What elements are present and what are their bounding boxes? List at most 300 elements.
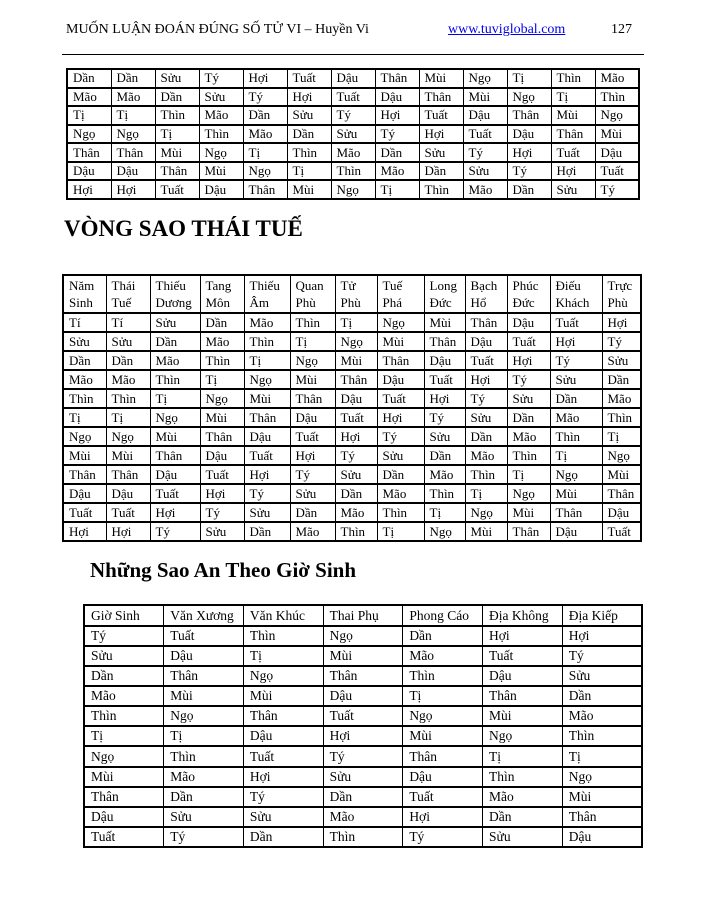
vong-sao-thai-tue-body xyxy=(63,313,641,541)
table-cell: Tuất xyxy=(150,484,200,503)
table-cell: Tý xyxy=(150,522,200,541)
table-cell: Dần xyxy=(111,69,155,88)
table-cell: Dần xyxy=(562,686,642,706)
table-cell: Sửu xyxy=(243,807,323,827)
table-cell: Ngọ xyxy=(243,162,287,181)
table-cell: Tị xyxy=(377,522,424,541)
table-cell: Mùi xyxy=(155,143,199,162)
table-cell: Tuất xyxy=(290,427,335,446)
table-cell: Tuất xyxy=(323,706,403,726)
table-cell: Tuất xyxy=(377,389,424,408)
table-cell: Mão xyxy=(562,706,642,726)
table-cell: Dậu xyxy=(331,69,375,88)
table-cell: Mão xyxy=(323,807,403,827)
table-cell: Dần xyxy=(244,522,290,541)
table-cell: Sửu xyxy=(323,767,403,787)
table-row xyxy=(63,351,641,370)
table-cell: Ngọ xyxy=(290,351,335,370)
table-cell: Dần xyxy=(377,465,424,484)
table-cell: Thìn xyxy=(244,332,290,351)
table-cell: Thìn xyxy=(287,143,331,162)
table-cell: Thìn xyxy=(150,370,200,389)
table-cell: Thìn xyxy=(323,827,403,847)
table-cell: Dậu xyxy=(323,686,403,706)
table-cell: Ngọ xyxy=(550,465,602,484)
table-cell: Tuất xyxy=(463,125,507,144)
table-cell: Sửu xyxy=(164,807,244,827)
table-cell: Ngọ xyxy=(164,706,244,726)
column-header: Long Đức xyxy=(424,275,465,313)
table-cell: Thân xyxy=(84,787,164,807)
table-cell: Thìn xyxy=(243,626,323,646)
table-cell: Ngọ xyxy=(424,522,465,541)
table-cell: Thân xyxy=(106,465,150,484)
table-cell: Tị xyxy=(164,726,244,746)
table-cell: Thân xyxy=(562,807,642,827)
table-cell: Sửu xyxy=(155,69,199,88)
table-row xyxy=(67,180,639,199)
table-cell: Thìn xyxy=(199,125,243,144)
table-row xyxy=(84,767,642,787)
table-cell: Sửu xyxy=(200,522,244,541)
table-cell: Thìn xyxy=(403,666,483,686)
table-cell: Sửu xyxy=(465,408,507,427)
table-cell: Mão xyxy=(335,503,377,522)
table-cell: Sửu xyxy=(483,827,563,847)
header-row xyxy=(84,605,642,626)
table-cell: Ngọ xyxy=(562,767,642,787)
table-cell: Hợi xyxy=(377,408,424,427)
table-cell: Hợi xyxy=(244,465,290,484)
table-cell: Dậu xyxy=(200,446,244,465)
table-cell: Tị xyxy=(507,465,550,484)
table-cell: Sửu xyxy=(199,88,243,107)
table-cell: Ngọ xyxy=(483,726,563,746)
table-cell: Thìn xyxy=(106,389,150,408)
table-cell: Tý xyxy=(403,827,483,847)
table-cell: Sửu xyxy=(602,351,641,370)
table-cell: Ngọ xyxy=(150,408,200,427)
column-header: Thai Phụ xyxy=(323,605,403,626)
table-cell: Thìn xyxy=(465,465,507,484)
table-cell: Sửu xyxy=(244,503,290,522)
table-cell: Thân xyxy=(550,503,602,522)
table-cell: Hợi xyxy=(551,162,595,181)
table-cell: Hợi xyxy=(424,389,465,408)
table-row xyxy=(67,162,639,181)
table-cell: Tuất xyxy=(507,332,550,351)
table-cell: Thân xyxy=(551,125,595,144)
table-cell: Tý xyxy=(375,125,419,144)
table-cell: Tị xyxy=(375,180,419,199)
table-cell: Thân xyxy=(243,706,323,726)
table-cell: Mùi xyxy=(483,706,563,726)
table-cell: Thân xyxy=(465,313,507,332)
table-cell: Mùi xyxy=(550,484,602,503)
table-cell: Thìn xyxy=(331,162,375,181)
gio-sinh-header xyxy=(84,605,642,626)
table-cell: Tị xyxy=(483,746,563,766)
table-cell: Mão xyxy=(243,125,287,144)
table-row xyxy=(63,465,641,484)
table-cell: Tuất xyxy=(84,827,164,847)
table-cell: Ngọ xyxy=(465,503,507,522)
table-cell: Ngọ xyxy=(84,746,164,766)
table-cell: Mùi xyxy=(164,686,244,706)
table-cell: Mão xyxy=(331,143,375,162)
table-row xyxy=(84,746,642,766)
table-cell: Mùi xyxy=(335,351,377,370)
column-header: Năm Sinh xyxy=(63,275,106,313)
table-cell: Hợi xyxy=(602,313,641,332)
column-header: Địa Không xyxy=(483,605,563,626)
table-cell: Hợi xyxy=(562,626,642,646)
table-cell: Tị xyxy=(551,88,595,107)
table-cell: Dần xyxy=(84,666,164,686)
table-cell: Tý xyxy=(424,408,465,427)
table-cell: Hợi xyxy=(483,626,563,646)
table-cell: Sửu xyxy=(287,106,331,125)
table-cell: Tý xyxy=(562,646,642,666)
table-cell: Tị xyxy=(403,686,483,706)
table-cell: Dần xyxy=(419,162,463,181)
table-cell: Thìn xyxy=(551,69,595,88)
table-row xyxy=(67,143,639,162)
table-cell: Tị xyxy=(84,726,164,746)
table-cell: Mùi xyxy=(377,332,424,351)
table-cell: Dậu xyxy=(375,88,419,107)
table-cell: Thân xyxy=(200,427,244,446)
table-cell: Dần xyxy=(507,180,551,199)
table-cell: Thân xyxy=(403,746,483,766)
table-cell: Hợi xyxy=(507,351,550,370)
section-heading-gio-sinh: Những Sao An Theo Giờ Sinh xyxy=(90,558,357,582)
table-cell: Thìn xyxy=(164,746,244,766)
table-cell: Mão xyxy=(199,106,243,125)
table-cell: Dậu xyxy=(424,351,465,370)
column-header: Thiếu Dương xyxy=(150,275,200,313)
table-cell: Thìn xyxy=(200,351,244,370)
table-cell: Ngọ xyxy=(323,626,403,646)
table-row xyxy=(63,503,641,522)
table-cell: Hợi xyxy=(465,370,507,389)
table-cell: Hợi xyxy=(106,522,150,541)
table-cell: Dậu xyxy=(403,767,483,787)
table-cell: Dần xyxy=(164,787,244,807)
table-cell: Tuất xyxy=(403,787,483,807)
table-cell: Mùi xyxy=(323,646,403,666)
table-cell: Thìn xyxy=(507,446,550,465)
table-cell: Ngọ xyxy=(507,88,551,107)
table-cell: Thân xyxy=(244,408,290,427)
table-row xyxy=(84,686,642,706)
table-cell: Ngọ xyxy=(106,427,150,446)
table-row xyxy=(63,427,641,446)
table-row xyxy=(63,389,641,408)
table-cell: Mão xyxy=(84,686,164,706)
table-cell: Tý xyxy=(323,746,403,766)
table-cell: Dần xyxy=(67,69,111,88)
table-cell: Hợi xyxy=(375,106,419,125)
table-cell: Hợi xyxy=(243,69,287,88)
table-cell: Tị xyxy=(287,162,331,181)
table-cell: Ngọ xyxy=(199,143,243,162)
table-cell: Mão xyxy=(164,767,244,787)
table-cell: Tí xyxy=(106,313,150,332)
table-cell: Hợi xyxy=(67,180,111,199)
table-cell: Mão xyxy=(244,313,290,332)
table-cell: Thìn xyxy=(550,427,602,446)
table-cell: Dậu xyxy=(67,162,111,181)
table-cell: Sửu xyxy=(106,332,150,351)
table-cell: Tị xyxy=(562,746,642,766)
table-cell: Tý xyxy=(200,503,244,522)
table-cell: Tị xyxy=(465,484,507,503)
table-cell: Dậu xyxy=(335,389,377,408)
table-cell: Mão xyxy=(111,88,155,107)
table-cell: Mão xyxy=(602,389,641,408)
table-cell: Thìn xyxy=(483,767,563,787)
table-cell: Ngọ xyxy=(67,125,111,144)
table-cell: Tý xyxy=(199,69,243,88)
table-row xyxy=(84,807,642,827)
table-cell: Tuất xyxy=(287,69,331,88)
table-cell: Dậu xyxy=(595,143,639,162)
table-cell: Sửu xyxy=(290,484,335,503)
branch-grid-body xyxy=(67,69,639,199)
table-cell: Ngọ xyxy=(377,313,424,332)
header-divider xyxy=(62,54,644,55)
table-cell: Dần xyxy=(243,827,323,847)
table-cell: Tuất xyxy=(465,351,507,370)
table-cell: Dần xyxy=(550,389,602,408)
table-cell: Ngọ xyxy=(200,389,244,408)
table-cell: Tý xyxy=(164,827,244,847)
table-row xyxy=(84,706,642,726)
table-cell: Dần xyxy=(424,446,465,465)
table-cell: Mão xyxy=(375,162,419,181)
table-cell: Sửu xyxy=(551,180,595,199)
table-cell: Dậu xyxy=(550,522,602,541)
column-header: Tử Phù xyxy=(335,275,377,313)
table-cell: Tý xyxy=(595,180,639,199)
column-header: Quan Phù xyxy=(290,275,335,313)
table-cell: Tị xyxy=(424,503,465,522)
table-cell: Tuất xyxy=(424,370,465,389)
table-cell: Mùi xyxy=(200,408,244,427)
table-cell: Tị xyxy=(290,332,335,351)
table-cell: Mùi xyxy=(199,162,243,181)
table-cell: Hợi xyxy=(403,807,483,827)
table-cell: Thân xyxy=(375,69,419,88)
table-cell: Tý xyxy=(463,143,507,162)
table-cell: Dần xyxy=(155,88,199,107)
table-cell: Tuất xyxy=(63,503,106,522)
table-cell: Ngọ xyxy=(63,427,106,446)
column-header: Trực Phù xyxy=(602,275,641,313)
table-cell: Hợi xyxy=(287,88,331,107)
column-header: Văn Khúc xyxy=(243,605,323,626)
table-cell: Tị xyxy=(244,351,290,370)
table-cell: Hợi xyxy=(419,125,463,144)
table-cell: Hợi xyxy=(150,503,200,522)
table-cell: Dậu xyxy=(463,106,507,125)
table-cell: Ngọ xyxy=(595,106,639,125)
table-cell: Mão xyxy=(150,351,200,370)
table-cell: Mùi xyxy=(463,88,507,107)
table-cell: Ngọ xyxy=(111,125,155,144)
table-cell: Hợi xyxy=(507,143,551,162)
table-cell: Mão xyxy=(465,446,507,465)
table-cell: Mùi xyxy=(562,787,642,807)
branch-grid-table xyxy=(66,68,640,200)
table-cell: Tị xyxy=(63,408,106,427)
table-cell: Tị xyxy=(111,106,155,125)
table-cell: Thìn xyxy=(595,88,639,107)
table-cell: Thân xyxy=(111,143,155,162)
table-cell: Dậu xyxy=(483,666,563,686)
table-cell: Tị xyxy=(602,427,641,446)
column-header: Thái Tuế xyxy=(106,275,150,313)
table-cell: Mão xyxy=(106,370,150,389)
table-cell: Tuất xyxy=(164,626,244,646)
header-row xyxy=(63,275,641,313)
table-cell: Thìn xyxy=(377,503,424,522)
table-cell: Mùi xyxy=(290,370,335,389)
table-cell: Thân xyxy=(424,332,465,351)
column-header: Giờ Sinh xyxy=(84,605,164,626)
table-cell: Ngọ xyxy=(463,69,507,88)
table-cell: Tị xyxy=(67,106,111,125)
table-cell: Tuất xyxy=(243,746,323,766)
table-row xyxy=(63,484,641,503)
table-cell: Tị xyxy=(507,69,551,88)
table-cell: Thân xyxy=(290,389,335,408)
table-cell: Hợi xyxy=(323,726,403,746)
table-cell: Tý xyxy=(84,626,164,646)
table-row xyxy=(84,827,642,847)
table-cell: Tý xyxy=(290,465,335,484)
table-row xyxy=(84,646,642,666)
table-cell: Mùi xyxy=(424,313,465,332)
table-cell: Dần xyxy=(323,787,403,807)
table-cell: Hợi xyxy=(335,427,377,446)
column-header: Tang Môn xyxy=(200,275,244,313)
table-cell: Dần xyxy=(403,626,483,646)
table-cell: Dậu xyxy=(507,125,551,144)
table-cell: Mùi xyxy=(106,446,150,465)
table-cell: Thân xyxy=(150,446,200,465)
table-cell: Tuất xyxy=(331,88,375,107)
table-row xyxy=(67,88,639,107)
table-cell: Mão xyxy=(377,484,424,503)
table-cell: Sửu xyxy=(463,162,507,181)
table-cell: Tý xyxy=(335,446,377,465)
table-cell: Ngọ xyxy=(403,706,483,726)
table-cell: Tý xyxy=(507,370,550,389)
table-cell: Thân xyxy=(507,106,551,125)
table-cell: Mùi xyxy=(595,125,639,144)
table-row xyxy=(84,787,642,807)
table-cell: Sửu xyxy=(63,332,106,351)
table-cell: Mùi xyxy=(419,69,463,88)
table-cell: Tuất xyxy=(419,106,463,125)
table-cell: Tị xyxy=(243,646,323,666)
page-number: 127 xyxy=(611,22,632,37)
table-cell: Tý xyxy=(244,484,290,503)
section-heading-vong-sao-thai-tue: VÒNG SAO THÁI TUẾ xyxy=(64,216,303,241)
table-cell: Thân xyxy=(507,522,550,541)
column-header: Địa Kiếp xyxy=(562,605,642,626)
table-cell: Dần xyxy=(243,106,287,125)
table-cell: Tý xyxy=(377,427,424,446)
table-cell: Tuất xyxy=(550,313,602,332)
table-cell: Ngọ xyxy=(507,484,550,503)
table-cell: Tuất xyxy=(106,503,150,522)
table-cell: Tuất xyxy=(595,162,639,181)
table-cell: Sửu xyxy=(550,370,602,389)
table-cell: Sửu xyxy=(562,666,642,686)
table-cell: Dần xyxy=(375,143,419,162)
table-row xyxy=(67,106,639,125)
table-cell: Mùi xyxy=(244,389,290,408)
table-cell: Thân xyxy=(323,666,403,686)
table-cell: Tuất xyxy=(551,143,595,162)
table-cell: Mùi xyxy=(150,427,200,446)
table-cell: Mão xyxy=(67,88,111,107)
table-cell: Dần xyxy=(63,351,106,370)
table-cell: Tý xyxy=(243,787,323,807)
gio-sinh-table xyxy=(83,604,643,848)
table-cell: Hợi xyxy=(200,484,244,503)
table-cell: Ngọ xyxy=(602,446,641,465)
table-cell: Dậu xyxy=(150,465,200,484)
document-title: MUỐN LUẬN ĐOÁN ĐÚNG SỐ TỬ VI – Huyền Vi xyxy=(66,22,369,37)
table-cell: Tý xyxy=(550,351,602,370)
table-cell: Mùi xyxy=(507,503,550,522)
table-cell: Hợi xyxy=(63,522,106,541)
table-cell: Mão xyxy=(483,787,563,807)
table-row xyxy=(63,522,641,541)
table-cell: Sửu xyxy=(377,446,424,465)
table-cell: Tị xyxy=(155,125,199,144)
table-cell: Hợi xyxy=(111,180,155,199)
table-cell: Mùi xyxy=(403,726,483,746)
table-cell: Sửu xyxy=(424,427,465,446)
table-cell: Thân xyxy=(377,351,424,370)
table-cell: Sửu xyxy=(335,465,377,484)
table-cell: Thìn xyxy=(84,706,164,726)
table-cell: Tuất xyxy=(155,180,199,199)
table-cell: Thìn xyxy=(63,389,106,408)
table-cell: Mão xyxy=(403,646,483,666)
table-cell: Dần xyxy=(200,313,244,332)
website-link[interactable]: www.tuviglobal.com xyxy=(448,22,566,37)
table-cell: Tị xyxy=(106,408,150,427)
table-cell: Thìn xyxy=(602,408,641,427)
table-cell: Thân xyxy=(243,180,287,199)
table-cell: Thân xyxy=(483,686,563,706)
table-cell: Tí xyxy=(63,313,106,332)
vong-sao-thai-tue-header xyxy=(63,275,641,313)
table-cell: Mùi xyxy=(63,446,106,465)
table-cell: Tuất xyxy=(200,465,244,484)
table-cell: Dậu xyxy=(602,503,641,522)
table-cell: Dậu xyxy=(243,726,323,746)
table-cell: Hợi xyxy=(290,446,335,465)
table-cell: Thìn xyxy=(419,180,463,199)
table-cell: Tị xyxy=(335,313,377,332)
